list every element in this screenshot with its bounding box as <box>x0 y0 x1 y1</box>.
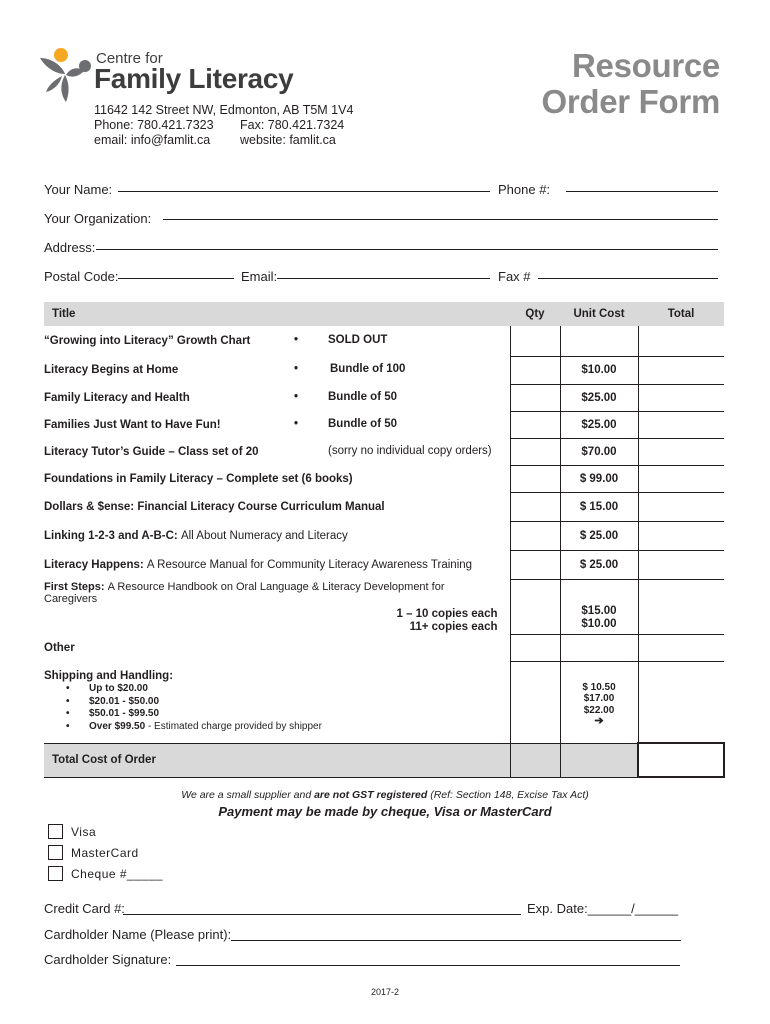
option-1-10: 1 – 10 copies each <box>396 608 498 620</box>
cardholder-signature-label: Cardholder Signature: <box>44 952 172 967</box>
header-total: Total <box>638 302 724 326</box>
total-cell[interactable] <box>638 356 724 384</box>
cardholder-name-field[interactable] <box>231 940 681 941</box>
row-title: Dollars & $ense: Financial Literacy Course Curriculum Manual <box>44 500 385 513</box>
shipping-price: $22.00 <box>583 704 615 716</box>
row-subtitle: A Resource Manual for Community Literacy Awareness Training <box>146 558 473 571</box>
row-note: Bundle of 50 <box>328 418 398 430</box>
cardholder-signature-field[interactable] <box>176 965 680 966</box>
table-row <box>44 438 724 465</box>
table-row <box>44 411 724 438</box>
qty-cell[interactable] <box>510 356 560 384</box>
qty-cell[interactable] <box>510 326 560 356</box>
row-title-cell <box>44 326 510 356</box>
table-row <box>44 465 724 492</box>
unit-cost-cell: $70.00 <box>560 438 638 465</box>
gst-note-pre: We are a small supplier and <box>181 789 315 801</box>
unit-cost-cell: $ 99.00 <box>560 465 638 492</box>
email-field[interactable] <box>277 278 490 279</box>
postal-code-field[interactable] <box>118 278 234 279</box>
shipping-range: Over $99.50 <box>89 720 146 732</box>
bullet: • <box>66 683 70 694</box>
row-subtitle-cont: Caregivers <box>44 593 98 605</box>
row-title-cell <box>44 634 510 661</box>
row-title-cell <box>44 465 510 492</box>
shipping-list <box>44 683 510 733</box>
price-1-10: $15.00 <box>581 604 617 617</box>
bullet: • <box>294 391 299 403</box>
visa-checkbox[interactable] <box>48 824 63 839</box>
shipping-price: $17.00 <box>583 693 615 704</box>
gst-note-post: (Ref: Section 148, Excise Tax Act) <box>427 789 589 801</box>
unit-cost-cell: $ 25.00 <box>560 521 638 550</box>
table-row <box>44 521 724 550</box>
qty-cell[interactable] <box>510 492 560 521</box>
row-title-cell <box>44 579 510 634</box>
gst-note-bold: are not GST registered <box>314 789 428 801</box>
address-label: Address: <box>44 240 96 255</box>
credit-card-label: Credit Card #: <box>44 901 125 916</box>
row-title-cell <box>44 521 510 550</box>
org-website: website: famlit.ca <box>240 133 336 147</box>
table-row <box>44 550 724 579</box>
qty-cell[interactable] <box>510 579 560 634</box>
cheque-checkbox[interactable] <box>48 866 63 881</box>
table-header-row <box>44 302 724 326</box>
row-title-cell <box>44 438 510 465</box>
total-cost-row <box>44 743 724 777</box>
unit-cost-cell <box>560 579 638 634</box>
qty-cell[interactable] <box>510 550 560 579</box>
row-title-cell <box>44 411 510 438</box>
shipping-range: $20.01 - $50.00 <box>89 695 160 707</box>
fax-field[interactable] <box>538 278 718 279</box>
form-title <box>541 48 720 120</box>
row-title: Family Literacy and Health <box>44 391 190 404</box>
qty-cell[interactable] <box>510 384 560 411</box>
total-cell[interactable] <box>638 326 724 356</box>
cheque-label: Cheque #_____ <box>71 867 163 881</box>
shipping-item <box>44 683 510 696</box>
phone-label: Phone #: <box>498 182 551 197</box>
total-cell[interactable] <box>638 465 724 492</box>
row-title: Literacy Tutor’s Guide – Class set of 20 <box>44 445 259 458</box>
row-title: Families Just Want to Have Fun! <box>44 418 221 431</box>
unit-cost-cell <box>560 326 638 356</box>
unit-cost-cell <box>560 661 638 743</box>
unit-cost-cell: $10.00 <box>560 356 638 384</box>
row-note: Bundle of 100 <box>330 363 406 375</box>
copy-options <box>44 608 510 634</box>
arrow-right-icon: ➔ <box>594 715 604 727</box>
table-row <box>44 326 724 356</box>
shipping-item <box>44 708 510 721</box>
cardholder-name-label: Cardholder Name (Please print): <box>44 927 232 942</box>
qty-cell[interactable] <box>510 634 560 661</box>
org-address: 11642 142 Street NW, Edmonton, AB T5M 1V4 <box>94 103 354 117</box>
row-title: Literacy Happens: <box>44 558 144 571</box>
row-note: (sorry no individual copy orders) <box>328 445 492 457</box>
row-title: Linking 1-2-3 and A-B-C: <box>44 529 178 542</box>
fax-label: Fax # <box>498 269 531 284</box>
row-title-cell <box>44 661 510 743</box>
row-title-cell <box>44 356 510 384</box>
shipping-range: $50.01 - $99.50 <box>89 708 160 719</box>
org-name: Family Literacy <box>94 63 294 94</box>
form-version: 2017-2 <box>370 987 400 997</box>
table-row <box>44 356 724 384</box>
qty-cell[interactable] <box>510 411 560 438</box>
exp-date-label[interactable]: Exp. Date:______/______ <box>527 901 679 916</box>
bullet: • <box>66 720 70 732</box>
row-title: Foundations in Family Literacy – Complete set (6 books) <box>44 472 353 485</box>
total-cost-field[interactable] <box>638 743 724 777</box>
unit-cost-cell: $ 15.00 <box>560 492 638 521</box>
row-subtitle: A Resource Handbook on Oral Language & Literacy Development for <box>107 581 445 593</box>
header-title: Title <box>44 302 510 326</box>
row-title: First Steps: <box>44 581 105 593</box>
address-field[interactable] <box>96 249 718 250</box>
org-fax: Fax: 780.421.7324 <box>240 118 345 132</box>
row-note: SOLD OUT <box>328 334 388 346</box>
bullet: • <box>294 334 299 346</box>
table-row-shipping <box>44 661 724 743</box>
total-cell[interactable] <box>638 661 724 743</box>
mastercard-checkbox[interactable] <box>48 845 63 860</box>
credit-card-field[interactable] <box>123 914 521 915</box>
total-cell[interactable] <box>638 579 724 634</box>
phone-field[interactable] <box>566 191 718 192</box>
form-title-line2: Order Form <box>541 83 720 120</box>
email-label: Email: <box>241 269 278 284</box>
total-cell[interactable] <box>638 550 724 579</box>
total-cell[interactable] <box>638 438 724 465</box>
total-cell[interactable] <box>638 384 724 411</box>
unit-cost-cell: $25.00 <box>560 384 638 411</box>
name-field[interactable] <box>118 191 490 192</box>
row-title: “Growing into Literacy” Growth Chart <box>44 335 251 347</box>
form-title-line1: Resource <box>571 47 720 84</box>
bullet: • <box>294 418 299 430</box>
table-row-first-steps <box>44 579 724 634</box>
row-title-cell <box>44 384 510 411</box>
total-cell[interactable] <box>638 492 724 521</box>
header-qty: Qty <box>510 302 560 326</box>
payment-title: Payment may be made by cheque, Visa or MasterCard <box>218 804 552 819</box>
unit-cost-cell: $ 25.00 <box>560 550 638 579</box>
total-cell[interactable] <box>638 521 724 550</box>
family-literacy-logo-icon <box>38 44 96 104</box>
order-table <box>44 302 725 778</box>
shipping-item <box>44 696 510 709</box>
total-qty-cell <box>510 743 560 777</box>
row-subtitle: All About Numeracy and Literacy <box>180 529 348 542</box>
header-unit-cost: Unit Cost <box>560 302 638 326</box>
shipping-item <box>44 721 510 734</box>
unit-cost-cell: $25.00 <box>560 411 638 438</box>
row-title-cell <box>44 550 510 579</box>
organization-field[interactable] <box>163 219 718 220</box>
row-note: Bundle of 50 <box>328 391 398 403</box>
org-email: email: info@famlit.ca <box>94 133 211 147</box>
table-row <box>44 492 724 521</box>
shipping-price: $ 10.50 <box>582 681 616 693</box>
organization-label: Your Organization: <box>44 211 152 226</box>
bullet: • <box>294 363 299 375</box>
qty-cell[interactable] <box>510 465 560 492</box>
bullet: • <box>66 708 70 719</box>
org-phone: Phone: 780.421.7323 <box>94 118 214 132</box>
total-cell[interactable] <box>638 411 724 438</box>
shipping-note: - Estimated charge provided by shipper <box>145 720 322 732</box>
qty-cell[interactable] <box>510 661 560 743</box>
shipping-range: Up to $20.00 <box>89 683 148 694</box>
table-row-other <box>44 634 724 661</box>
total-cell[interactable] <box>638 634 724 661</box>
table-row <box>44 384 724 411</box>
name-label: Your Name: <box>44 182 113 197</box>
row-title: Other <box>44 641 75 654</box>
bullet: • <box>66 695 70 707</box>
gst-note <box>0 789 770 801</box>
price-11-plus: $10.00 <box>581 617 617 630</box>
total-unit-cell <box>560 743 638 777</box>
org-name-prefix: Centre for <box>96 50 163 67</box>
contact-email-website <box>94 133 394 147</box>
qty-cell[interactable] <box>510 438 560 465</box>
visa-label: Visa <box>71 825 97 839</box>
row-title: Literacy Begins at Home <box>44 364 179 376</box>
unit-cost-cell <box>560 634 638 661</box>
shipping-title: Shipping and Handling: <box>44 670 174 682</box>
contact-phone-fax <box>94 118 394 132</box>
row-title-cell <box>44 492 510 521</box>
option-11-plus: 11+ copies each <box>409 621 498 633</box>
qty-cell[interactable] <box>510 521 560 550</box>
mastercard-label: MasterCard <box>71 846 139 860</box>
postal-code-label: Postal Code: <box>44 269 119 284</box>
total-cost-label: Total Cost of Order <box>44 743 510 777</box>
